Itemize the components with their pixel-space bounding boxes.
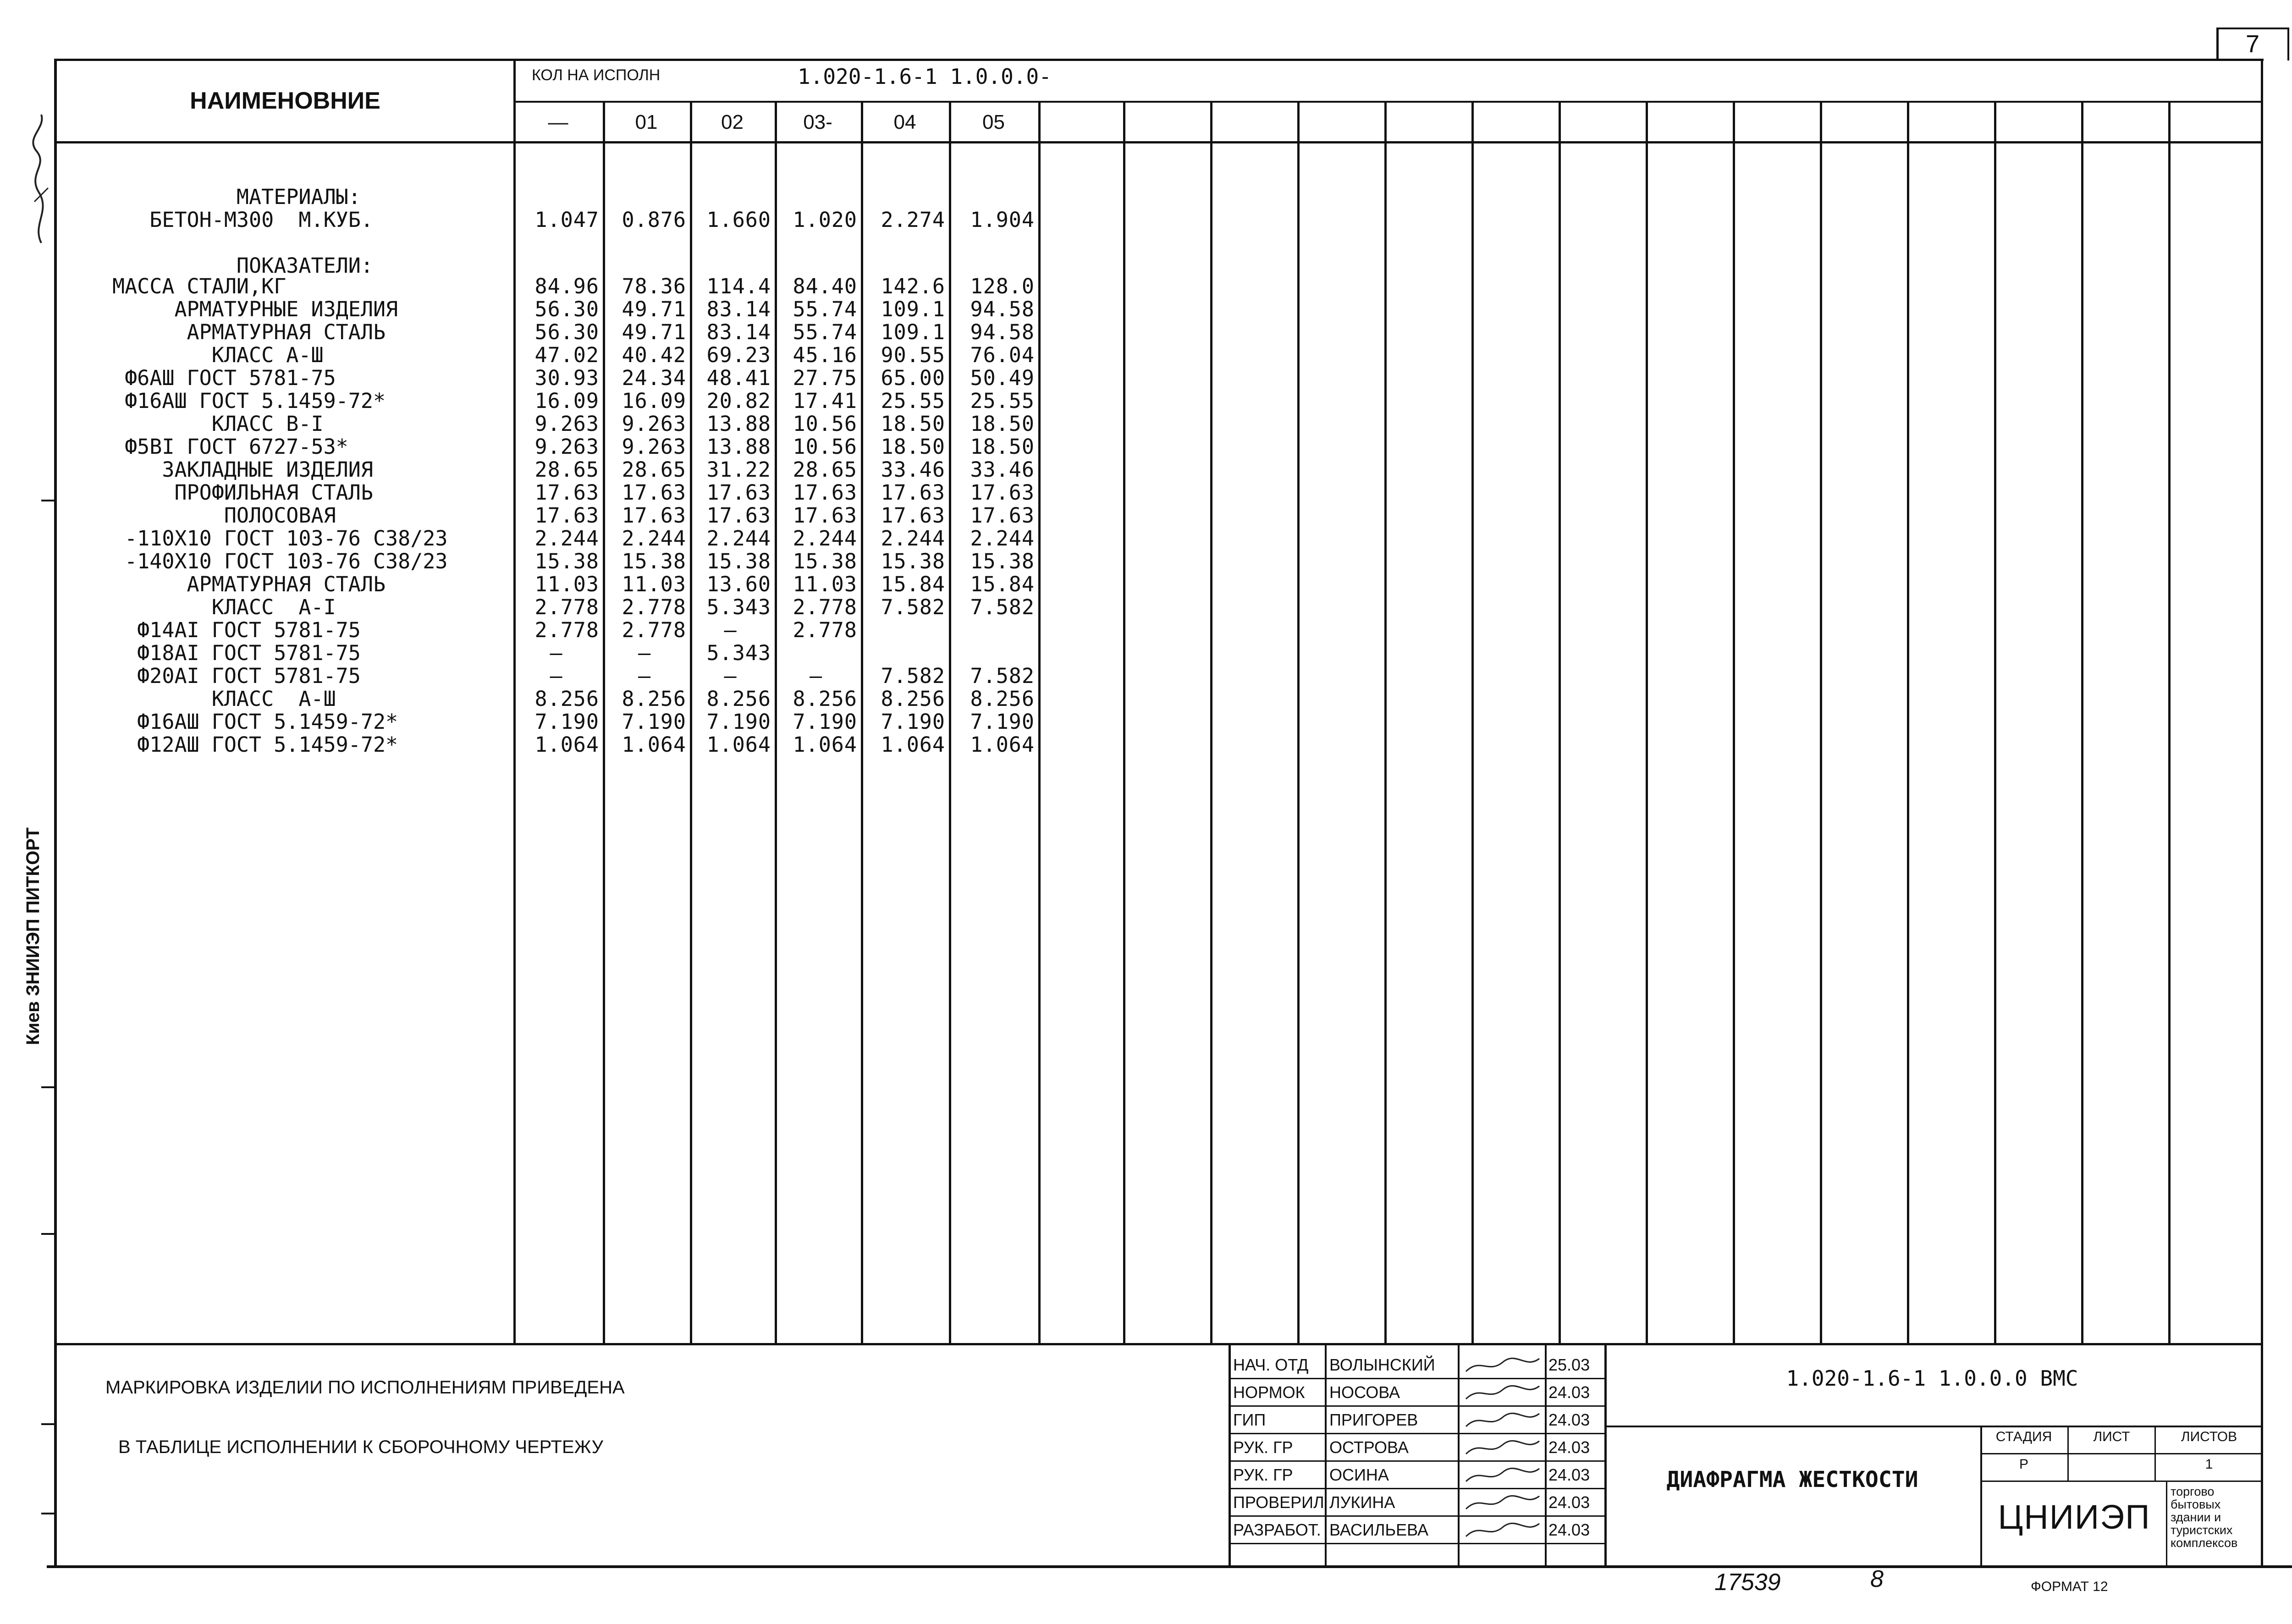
row-value: 90.55: [881, 343, 945, 367]
row-value: 2.778: [534, 618, 599, 642]
row-value: 2.778: [622, 618, 686, 642]
signatory-row-line: [1229, 1515, 1605, 1517]
row-value: 33.46: [970, 457, 1035, 482]
stage-label: СТАДИЯ: [1995, 1429, 2052, 1444]
row-value: 40.42: [622, 343, 686, 367]
row-value: 76.04: [970, 343, 1035, 367]
row-value: 2.244: [534, 526, 599, 551]
row-value: 17.63: [970, 480, 1035, 505]
row-value: 17.63: [881, 480, 945, 505]
column-divider: [1907, 101, 1909, 1344]
handwritten-signature: [1461, 1381, 1544, 1404]
row-value: 9.263: [622, 412, 686, 436]
row-value: 17.63: [534, 480, 599, 505]
row-value: —: [809, 664, 823, 688]
row-value: 2.778: [793, 618, 857, 642]
row-value: 17.63: [622, 480, 686, 505]
row-value: 7.190: [881, 710, 945, 734]
tb-line: [1980, 1481, 2262, 1482]
signatory-role: ГИП: [1233, 1410, 1266, 1429]
margin-tick: [41, 1233, 56, 1235]
row-value: 2.244: [881, 526, 945, 551]
designation-header: 1.020-1.6-1 1.0.0.0-: [798, 64, 1052, 89]
row-value: 8.256: [534, 687, 599, 711]
margin-tick: [47, 1565, 56, 1568]
signatory-role: ПРОВЕРИЛ: [1233, 1493, 1324, 1512]
name-column-header: НАИМЕНОВНИЕ: [190, 88, 380, 114]
page-number: 7: [2245, 30, 2260, 58]
row-value: 13.60: [706, 572, 771, 596]
row-name: Ф18АI ГОСТ 5781-75: [112, 641, 361, 665]
row-value: 24.34: [622, 366, 686, 390]
row-value: 94.58: [970, 320, 1035, 344]
row-value: —: [550, 664, 563, 688]
signatory-date: 24.03: [1548, 1465, 1590, 1484]
row-value: 18.50: [970, 412, 1035, 436]
drawing-title: ДИАФРАГМА ЖЕСТКОСТИ: [1666, 1467, 1918, 1492]
row-name: -140Х10 ГОСТ 103-76 С38/23: [112, 549, 448, 573]
row-name: ПОЛОСОВАЯ: [112, 503, 336, 528]
signatory-role: РУК. ГР: [1233, 1438, 1293, 1457]
column-header-cell: 01: [635, 111, 658, 133]
row-value: 1.064: [970, 732, 1035, 757]
margin-tick: [41, 1513, 56, 1514]
row-value: 28.65: [793, 457, 857, 482]
row-value: 15.38: [622, 549, 686, 573]
tb-line: [1604, 1343, 1607, 1565]
row-value: 17.63: [881, 503, 945, 528]
row-value: 8.256: [793, 687, 857, 711]
row-value: 7.190: [706, 710, 771, 734]
organization-subtitle: торгово бытовых здании и туристских комплексов: [2171, 1485, 2238, 1550]
signatory-role: РУК. ГР: [1233, 1465, 1293, 1484]
row-value: 9.263: [622, 435, 686, 459]
row-value: 2.244: [793, 526, 857, 551]
row-value: 11.03: [534, 572, 599, 596]
handwritten-signature: [1461, 1463, 1544, 1487]
row-value: —: [724, 664, 737, 688]
footer-page: 8: [1870, 1566, 1884, 1592]
side-signature: [28, 110, 55, 248]
row-name: КЛАСС В-I: [112, 412, 324, 436]
signatory-date: 24.03: [1548, 1493, 1590, 1512]
row-value: —: [638, 664, 651, 688]
row-value: 94.58: [970, 297, 1035, 321]
signatory-role: РАЗРАБОТ.: [1233, 1520, 1321, 1539]
row-value: 10.56: [793, 435, 857, 459]
row-value: 50.49: [970, 366, 1035, 390]
margin-tick: [41, 500, 56, 501]
row-value: 18.50: [970, 435, 1035, 459]
row-value: 84.96: [534, 274, 599, 298]
column-divider: [1471, 101, 1474, 1344]
column-divider: [1123, 101, 1125, 1344]
tb-line: [2166, 1481, 2167, 1565]
row-name: АРМАТУРНАЯ СТАЛЬ: [112, 572, 386, 596]
row-name: Ф14АI ГОСТ 5781-75: [112, 618, 361, 642]
row-name: АРМАТУРНЫЕ ИЗДЕЛИЯ: [112, 297, 398, 321]
row-value: 1.020: [793, 208, 857, 232]
row-value: 18.50: [881, 412, 945, 436]
sheets-label: ЛИСТОВ: [2181, 1429, 2237, 1444]
row-name: ПРОФИЛЬНАЯ СТАЛЬ: [112, 480, 373, 505]
row-value: 47.02: [534, 343, 599, 367]
row-value: 31.22: [706, 457, 771, 482]
row-value: 17.41: [793, 389, 857, 413]
row-value: 2.778: [534, 595, 599, 619]
column-header-cell: 02: [721, 111, 744, 133]
row-value: 8.256: [881, 687, 945, 711]
row-value: —: [724, 618, 737, 642]
row-value: 17.63: [793, 503, 857, 528]
row-value: 69.23: [706, 343, 771, 367]
row-value: 7.190: [970, 710, 1035, 734]
row-value: 13.88: [706, 412, 771, 436]
column-divider: [1646, 101, 1648, 1344]
row-value: —: [550, 641, 563, 665]
row-value: 5.343: [706, 595, 771, 619]
document-code: 1.020-1.6-1 1.0.0.0 ВМС: [1786, 1366, 2078, 1391]
row-value: 16.09: [534, 389, 599, 413]
organization-name: ЦНИИЭП: [1998, 1498, 2151, 1536]
signatory-name: ЛУКИНА: [1329, 1493, 1395, 1512]
row-value: 11.03: [793, 572, 857, 596]
row-value: 142.6: [881, 274, 945, 298]
tb-line: [1545, 1343, 1547, 1565]
sheets-value: 1: [2205, 1457, 2213, 1472]
frame-right-line: [2261, 59, 2263, 1567]
signatory-date: 24.03: [1548, 1383, 1590, 1402]
row-value: 1.064: [622, 732, 686, 757]
row-value: 2.778: [793, 595, 857, 619]
signatory-name: ОСИНА: [1329, 1465, 1389, 1484]
stage-value: Р: [2019, 1457, 2028, 1472]
row-value: 1.047: [534, 208, 599, 232]
signatory-row-line: [1229, 1378, 1605, 1379]
column-header-cell: —: [548, 111, 568, 133]
row-name: КЛАСС А-Ш: [112, 343, 324, 367]
handwritten-signature: [1461, 1408, 1544, 1432]
row-value: 15.38: [793, 549, 857, 573]
signatory-role: НАЧ. ОТД: [1233, 1355, 1309, 1374]
row-value: 2.778: [622, 595, 686, 619]
row-value: 17.63: [793, 480, 857, 505]
row-name: КЛАСС А-I: [112, 595, 336, 619]
row-value: 25.55: [881, 389, 945, 413]
row-value: 33.46: [881, 457, 945, 482]
row-value: 114.4: [706, 274, 771, 298]
signatory-row-line: [1229, 1405, 1605, 1407]
row-value: 78.36: [622, 274, 686, 298]
column-divider: [1038, 101, 1041, 1344]
note-line-2: В ТАБЛИЦЕ ИСПОЛНЕНИИ К СБОРОЧНОМУ ЧЕРТЕЖУ: [118, 1437, 603, 1457]
tb-line: [1980, 1453, 2262, 1454]
row-value: 28.65: [534, 457, 599, 482]
inventory-number: 17539: [1714, 1569, 1781, 1596]
row-value: 65.00: [881, 366, 945, 390]
signatory-name: НОСОВА: [1329, 1383, 1400, 1402]
row-value: 49.71: [622, 297, 686, 321]
row-value: —: [638, 641, 651, 665]
row-value: 1.064: [881, 732, 945, 757]
sheet-label: ЛИСТ: [2093, 1429, 2130, 1444]
row-value: 109.1: [881, 320, 945, 344]
signatory-row-line: [1229, 1433, 1605, 1434]
signatory-date: 24.03: [1548, 1520, 1590, 1539]
column-divider: [2081, 101, 2083, 1344]
row-value: 2.244: [622, 526, 686, 551]
row-value: 7.582: [970, 595, 1035, 619]
row-value: 28.65: [622, 457, 686, 482]
tb-line: [1604, 1426, 2262, 1427]
row-name: Ф5ВI ГОСТ 6727-53*: [112, 435, 348, 459]
frame-bottom-line: [54, 1565, 2292, 1568]
column-header-cell: 05: [982, 111, 1005, 133]
row-value: 7.582: [970, 664, 1035, 688]
row-name: Ф16АШ ГОСТ 5.1459-72*: [112, 710, 398, 734]
row-value: 83.14: [706, 297, 771, 321]
row-name: МАТЕРИАЛЫ:: [112, 185, 361, 209]
handwritten-signature: [1461, 1491, 1544, 1514]
row-value: 15.38: [534, 549, 599, 573]
row-value: 18.50: [881, 435, 945, 459]
column-divider: [1994, 101, 1996, 1344]
row-value: 2.244: [970, 526, 1035, 551]
side-stamp-text: Киев ЗНИИЭП ПИТКОРТ: [23, 827, 43, 1045]
row-value: 17.63: [622, 503, 686, 528]
row-name: ПОКАЗАТЕЛИ:: [112, 253, 373, 278]
row-value: 13.88: [706, 435, 771, 459]
row-value: 30.93: [534, 366, 599, 390]
row-value: 5.343: [706, 641, 771, 665]
row-value: 56.30: [534, 297, 599, 321]
handwritten-signature: [1461, 1353, 1544, 1377]
row-name: МАССА СТАЛИ,КГ: [112, 274, 286, 298]
row-value: 1.064: [793, 732, 857, 757]
row-value: 109.1: [881, 297, 945, 321]
row-value: 17.63: [970, 503, 1035, 528]
row-value: 1.660: [706, 208, 771, 232]
row-name: БЕТОН-М300 М.КУБ.: [112, 208, 373, 232]
column-header-cell: 03-: [803, 111, 832, 133]
signatory-name: ОСТРОВА: [1329, 1438, 1409, 1457]
tb-line: [1458, 1343, 1460, 1565]
row-value: 8.256: [622, 687, 686, 711]
format-label: ФОРМАТ 12: [2031, 1579, 2108, 1594]
row-name: Ф16АШ ГОСТ 5.1459-72*: [112, 389, 386, 413]
row-value: 15.84: [970, 572, 1035, 596]
signatory-row-line: [1229, 1460, 1605, 1462]
row-value: 17.63: [534, 503, 599, 528]
column-divider: [1733, 101, 1735, 1344]
row-value: 8.256: [706, 687, 771, 711]
row-value: 16.09: [622, 389, 686, 413]
row-value: 7.582: [881, 595, 945, 619]
tb-line: [1325, 1343, 1327, 1565]
handwritten-signature: [1461, 1518, 1544, 1542]
frame-left-line: [54, 59, 57, 1567]
row-value: 128.0: [970, 274, 1035, 298]
row-name: Ф6АШ ГОСТ 5781-75: [112, 366, 336, 390]
row-value: 20.82: [706, 389, 771, 413]
note-line-1: МАРКИРОВКА ИЗДЕЛИИ ПО ИСПОЛНЕНИЯМ ПРИВЕДЕНА: [105, 1377, 625, 1398]
row-name: Ф20АI ГОСТ 5781-75: [112, 664, 361, 688]
row-value: 17.63: [706, 480, 771, 505]
row-value: 10.56: [793, 412, 857, 436]
table-bottom-line: [57, 1343, 2262, 1345]
kol-label: КОЛ НА ИСПОЛН: [532, 66, 661, 84]
signatory-date: 25.03: [1548, 1355, 1590, 1374]
signatory-date: 24.03: [1548, 1410, 1590, 1429]
row-value: 7.582: [881, 664, 945, 688]
row-name: ЗАКЛАДНЫЕ ИЗДЕЛИЯ: [112, 457, 373, 482]
row-value: 15.84: [881, 572, 945, 596]
row-value: 1.064: [534, 732, 599, 757]
column-header-cell: 04: [893, 111, 916, 133]
signatory-row-line: [1229, 1488, 1605, 1489]
row-name: Ф12АШ ГОСТ 5.1459-72*: [112, 732, 398, 757]
row-value: 2.244: [706, 526, 771, 551]
row-value: 1.904: [970, 208, 1035, 232]
row-value: 49.71: [622, 320, 686, 344]
row-value: 7.190: [622, 710, 686, 734]
row-value: 11.03: [622, 572, 686, 596]
header-bottom-line: [57, 141, 2262, 143]
side-margin: [23, 587, 50, 1045]
row-value: 0.876: [622, 208, 686, 232]
row-value: 15.38: [881, 549, 945, 573]
handwritten-signature: [1461, 1436, 1544, 1459]
row-value: 25.55: [970, 389, 1035, 413]
signatory-role: НОРМОК: [1233, 1383, 1305, 1402]
signatory-row-line: [1229, 1543, 1605, 1544]
row-value: 84.40: [793, 274, 857, 298]
row-value: 15.38: [706, 549, 771, 573]
row-value: 1.064: [706, 732, 771, 757]
row-name: КЛАСС А-Ш: [112, 687, 336, 711]
column-divider: [1210, 101, 1212, 1344]
row-value: 56.30: [534, 320, 599, 344]
column-divider: [1297, 101, 1300, 1344]
signatory-name: ПРИГОРЕВ: [1329, 1410, 1418, 1429]
row-value: 45.16: [793, 343, 857, 367]
column-divider: [1384, 101, 1387, 1344]
row-value: 17.63: [706, 503, 771, 528]
signatory-name: ВАСИЛЬЕВА: [1329, 1520, 1428, 1539]
tb-line: [1229, 1343, 1231, 1565]
column-divider: [1820, 101, 1822, 1344]
margin-tick: [41, 1086, 56, 1088]
row-value: 48.41: [706, 366, 771, 390]
row-value: 8.256: [970, 687, 1035, 711]
row-value: 7.190: [793, 710, 857, 734]
column-divider: [2168, 101, 2171, 1344]
row-value: 83.14: [706, 320, 771, 344]
row-value: 9.263: [534, 435, 599, 459]
row-name: АРМАТУРНАЯ СТАЛЬ: [112, 320, 386, 344]
row-value: 27.75: [793, 366, 857, 390]
column-divider: [1559, 101, 1561, 1344]
row-value: 2.274: [881, 208, 945, 232]
row-name: -110Х10 ГОСТ 103-76 С38/23: [112, 526, 448, 551]
row-value: 55.74: [793, 297, 857, 321]
signatory-date: 24.03: [1548, 1438, 1590, 1457]
row-value: 7.190: [534, 710, 599, 734]
frame-top-line: [54, 59, 2264, 61]
tb-line: [1980, 1426, 1982, 1565]
signatory-name: ВОЛЫНСКИЙ: [1329, 1355, 1435, 1374]
row-value: 55.74: [793, 320, 857, 344]
row-value: 9.263: [534, 412, 599, 436]
row-value: 15.38: [970, 549, 1035, 573]
margin-tick: [41, 1423, 56, 1425]
